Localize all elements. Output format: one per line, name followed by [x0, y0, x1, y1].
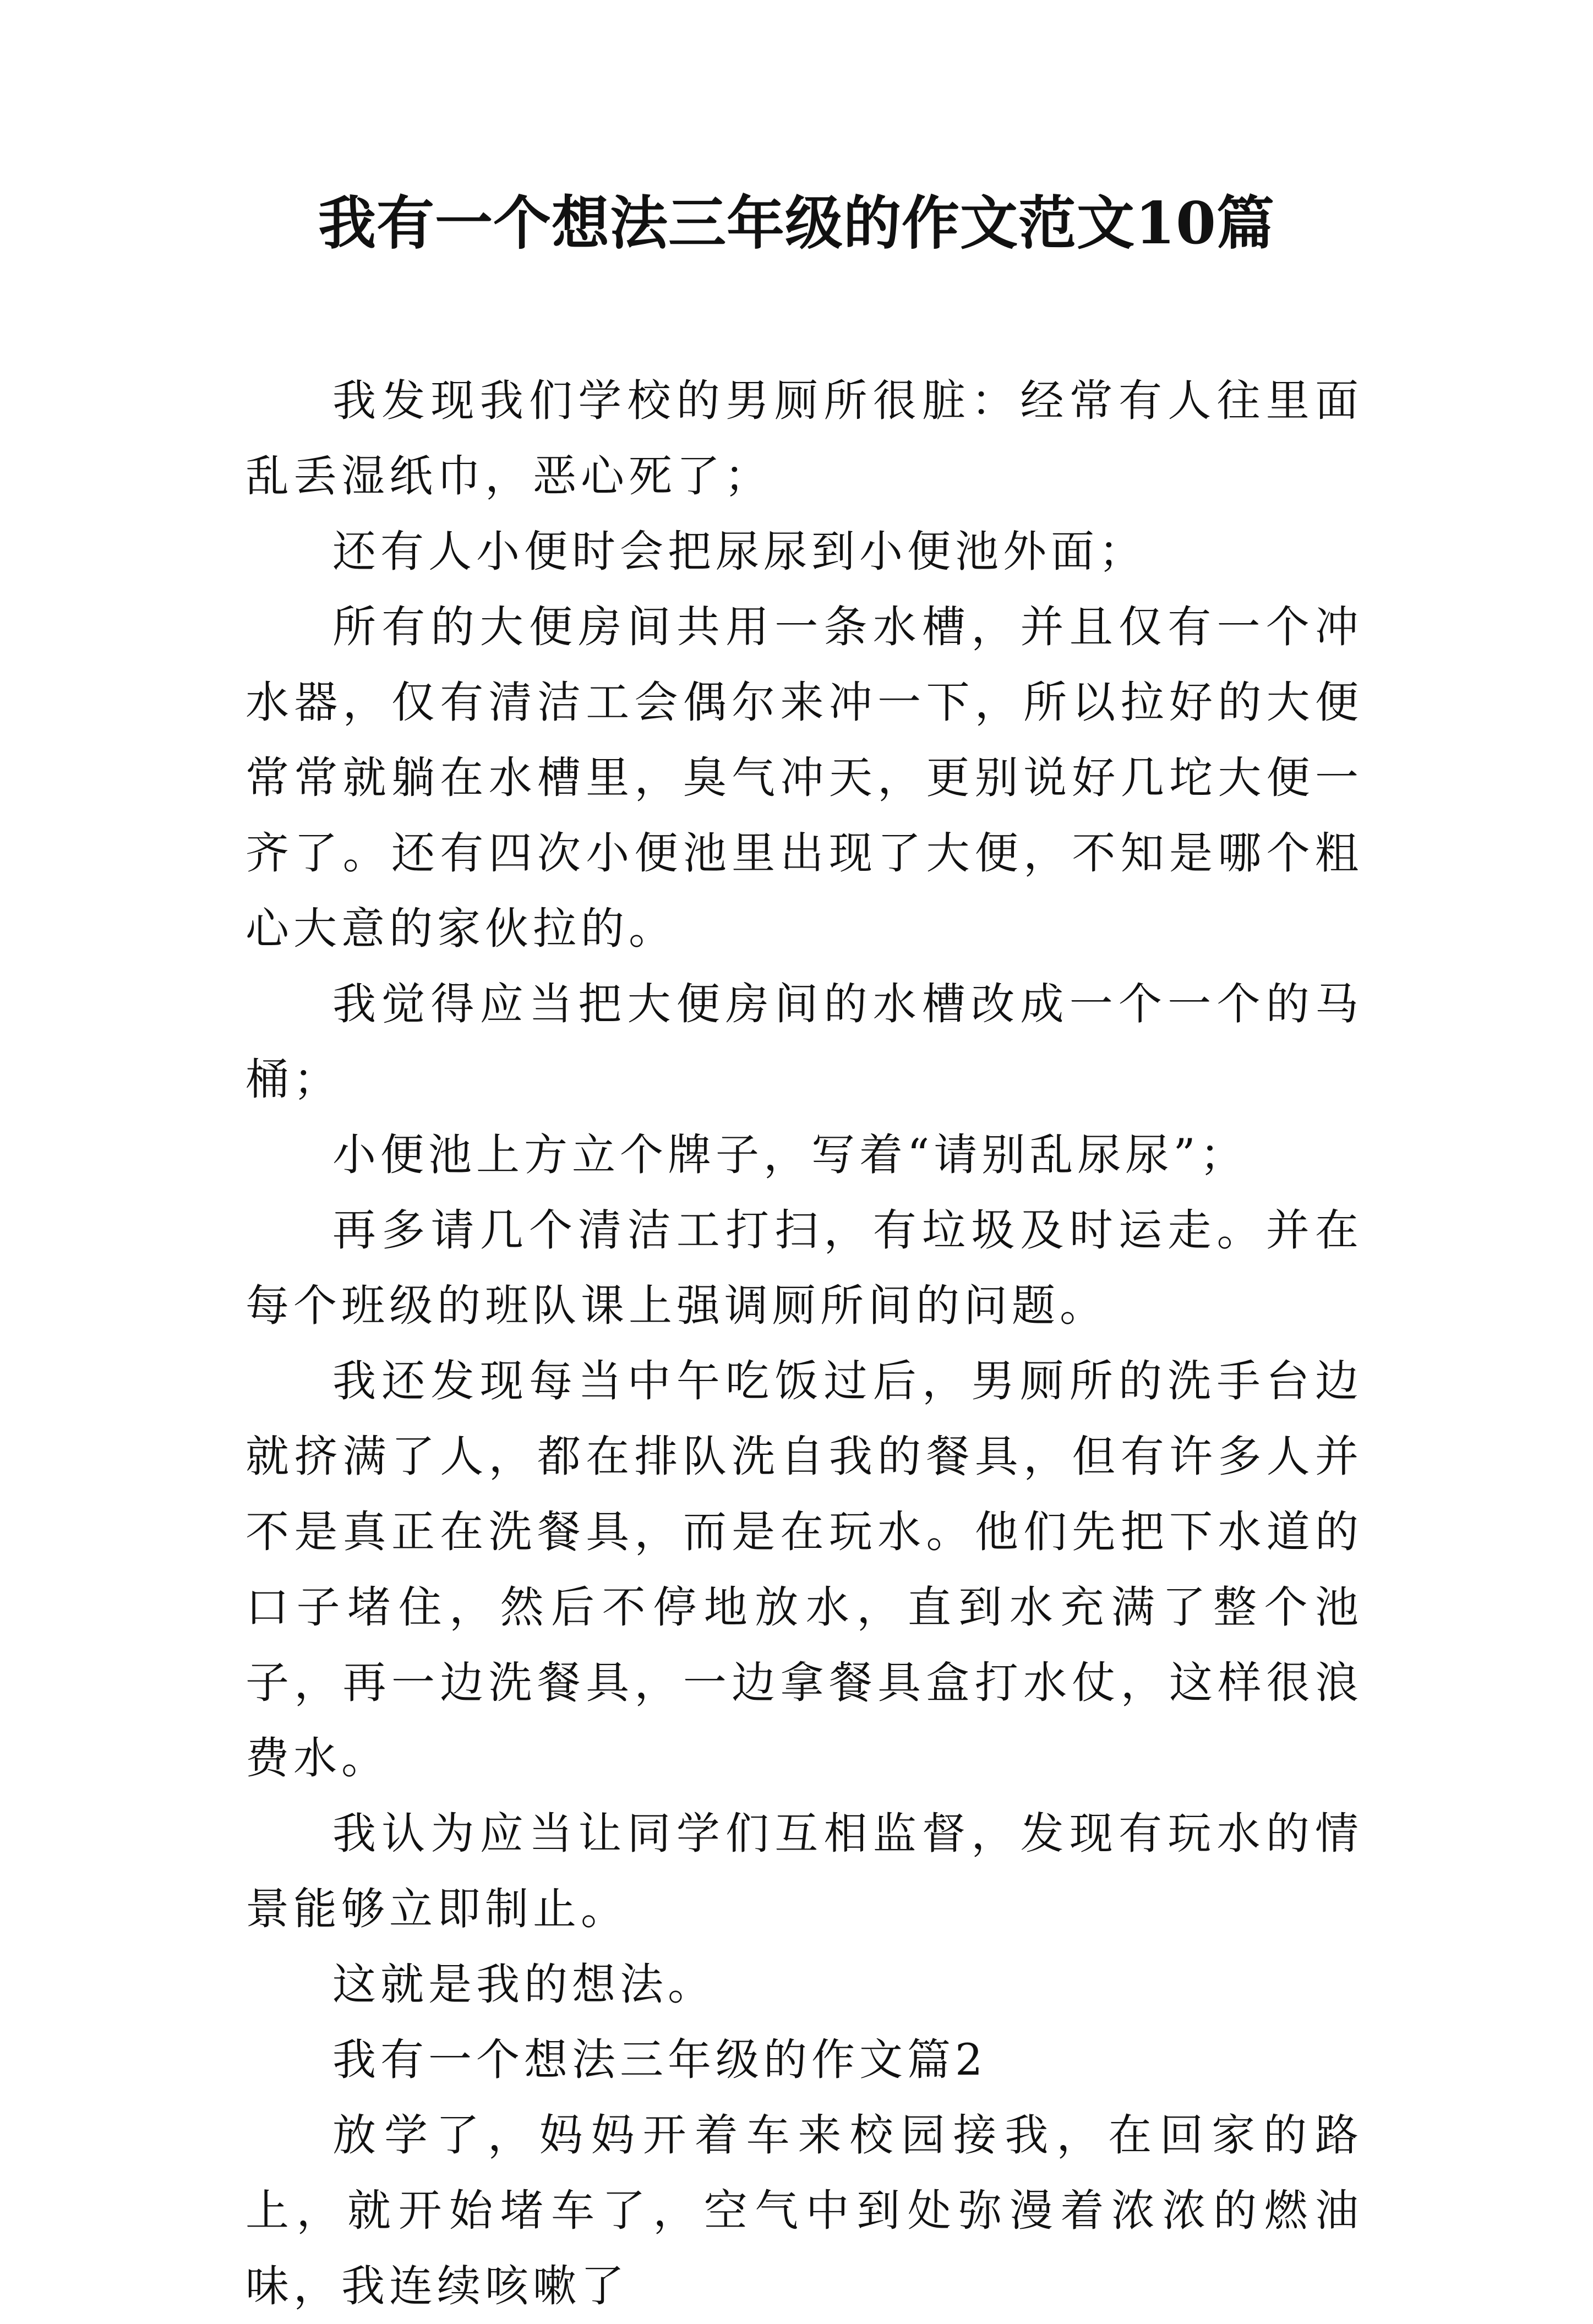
body-paragraph: 我认为应当让同学们互相监督，发现有玩水的情景能够立即制止。: [246, 1808, 1363, 1934]
body-paragraph: 再多请几个清洁工打扫，有垃圾及时运走。并在每个班级的班队课上强调厕所间的问题。: [246, 1205, 1363, 1331]
document-title: 我有一个想法三年级的作文范文10篇: [318, 189, 1275, 257]
document-body: [246, 363, 1363, 2324]
body-paragraph: 我发现我们学校的男厕所很脏：经常有人往里面乱丢湿纸巾，恶心死了；: [246, 375, 1363, 501]
body-paragraph: 所有的大便房间共用一条水槽，并且仅有一个冲水器，仅有清洁工会偶尔来冲一下，所以拉好的大便常常就躺在水槽里，臭气冲天，更别说好几坨大便一齐了。还有四次小便池里出现了大便，不知是哪个粗心大意的家伙拉的。: [246, 602, 1363, 954]
body-paragraph: 小便池上方立个牌子，写着“请别乱尿尿”；: [332, 1130, 1248, 1180]
body-paragraph: 我还发现每当中午吃饭过后，男厕所的洗手台边就挤满了人，都在排队洗自我的餐具，但有许多人并不是真正在洗餐具，而是在玩水。他们先把下水道的口子堵住，然后不停地放水，直到水充满了整个池子，再一边洗餐具，一边拿餐具盒打水仗，这样很浪费水。: [246, 1356, 1363, 1783]
body-paragraph: 这就是我的想法。: [332, 1959, 716, 2010]
section-heading: 我有一个想法三年级的作文篇2: [332, 2034, 988, 2085]
body-paragraph: 我觉得应当把大便房间的水槽改成一个一个的马桶；: [246, 979, 1363, 1105]
body-paragraph: 还有人小便时会把尿尿到小便池外面；: [332, 526, 1147, 577]
body-paragraph: 放学了，妈妈开着车来校园接我，在回家的路上，就开始堵车了，空气中到处弥漫着浓浓的燃油味，我连续咳嗽了: [246, 2110, 1363, 2311]
